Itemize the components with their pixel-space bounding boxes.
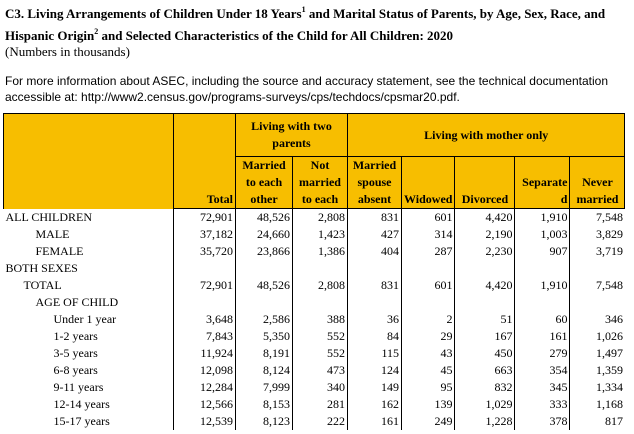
table-cell: 1,423 [293, 226, 348, 243]
table-cell: 5,350 [236, 328, 293, 345]
table-cell: 115 [348, 345, 402, 362]
table-cell [236, 260, 293, 277]
table-cell: 1,026 [570, 328, 625, 345]
table-cell: 473 [293, 362, 348, 379]
table-cell: 48,526 [236, 277, 293, 294]
table-cell: 378 [515, 413, 570, 430]
table-cell: 346 [570, 311, 625, 328]
table-cell [402, 260, 455, 277]
table-cell: 24,660 [236, 226, 293, 243]
title-text-2: and Marital Status of Parents, by Age, Sex, Race, and Hispanic Origin [5, 6, 606, 43]
table-row [4, 328, 625, 345]
group-header-two-parents: Living with two parents [236, 114, 348, 157]
row-label: 15-17 years [53, 414, 110, 428]
table-cell: 279 [515, 345, 570, 362]
row-label: 3-5 years [53, 346, 98, 360]
col-header-never-married: Never married [570, 157, 625, 209]
table-row [4, 277, 625, 294]
row-label: ALL CHILDREN [5, 209, 93, 224]
table-title [5, 3, 625, 47]
table-cell: 3,829 [570, 226, 625, 243]
table-cell: 4,420 [455, 277, 515, 294]
table-cell: 12,284 [174, 379, 236, 396]
group-header-mother-only: Living with mother only [348, 114, 625, 157]
table-cell: 161 [515, 328, 570, 345]
table-cell: 35,720 [174, 243, 236, 260]
table-cell: 2,190 [455, 226, 515, 243]
table-cell: 37,182 [174, 226, 236, 243]
table-cell [348, 260, 402, 277]
table-cell: 249 [402, 413, 455, 430]
table-cell: 36 [348, 311, 402, 328]
table-cell [174, 294, 236, 311]
table-cell: 287 [402, 243, 455, 260]
col-header-married-each-other: Married to each other [236, 157, 293, 209]
table-cell: 601 [402, 209, 455, 227]
table-cell: 1,334 [570, 379, 625, 396]
table-cell: 831 [348, 277, 402, 294]
table-cell: 2 [402, 311, 455, 328]
table-cell: 340 [293, 379, 348, 396]
table-cell: 167 [455, 328, 515, 345]
table-cell: 7,843 [174, 328, 236, 345]
table-cell: 161 [348, 413, 402, 430]
table-cell: 11,924 [174, 345, 236, 362]
table-cell: 354 [515, 362, 570, 379]
table-cell: 12,539 [174, 413, 236, 430]
row-label: 6-8 years [53, 363, 98, 377]
footnote-marker-1: 1 [301, 5, 306, 14]
table-cell [402, 294, 455, 311]
table-cell: 43 [402, 345, 455, 362]
table-cell: 162 [348, 396, 402, 413]
col-header-total: Total [174, 157, 236, 209]
table-cell [174, 260, 236, 277]
table-cell: 7,999 [236, 379, 293, 396]
table-cell: 7,548 [570, 209, 625, 227]
table-cell: 1,910 [515, 209, 570, 227]
table-cell [293, 260, 348, 277]
row-label: 9-11 years [53, 380, 104, 394]
table-cell: 552 [293, 345, 348, 362]
table-cell: 222 [293, 413, 348, 430]
table-cell [236, 294, 293, 311]
table-cell: 552 [293, 328, 348, 345]
table-cell: 388 [293, 311, 348, 328]
table-cell [570, 260, 625, 277]
data-table [3, 113, 625, 430]
table-cell: 7,548 [570, 277, 625, 294]
table-cell: 72,901 [174, 209, 236, 227]
table-cell: 2,230 [455, 243, 515, 260]
table-cell: 333 [515, 396, 570, 413]
table-cell: 95 [402, 379, 455, 396]
table-row [4, 345, 625, 362]
table-row [4, 226, 625, 243]
table-cell: 1,168 [570, 396, 625, 413]
stub-header [4, 114, 174, 209]
table-cell: 601 [402, 277, 455, 294]
table-cell: 663 [455, 362, 515, 379]
table-cell: 23,866 [236, 243, 293, 260]
table-cell: 450 [455, 345, 515, 362]
table-cell: 1,910 [515, 277, 570, 294]
table-cell: 1,029 [455, 396, 515, 413]
row-label: TOTAL [23, 278, 62, 292]
units-note: (Numbers in thousands) [5, 44, 130, 59]
table-cell: 345 [515, 379, 570, 396]
table-cell: 51 [455, 311, 515, 328]
table-cell [455, 260, 515, 277]
table-row [4, 260, 625, 277]
table-cell: 29 [402, 328, 455, 345]
table-cell: 8,124 [236, 362, 293, 379]
table-cell: 3,719 [570, 243, 625, 260]
table-cell: 427 [348, 226, 402, 243]
table-cell: 124 [348, 362, 402, 379]
info-note: For more information about ASEC, including the source and accuracy statement, see the technical documentation accessible at: http://www2.census.gov/programs-surveys/cps/techdocs/cpsmar20.pdf. [5, 74, 608, 104]
table-cell: 907 [515, 243, 570, 260]
col-header-not-married: Not married to each [293, 157, 348, 209]
total-header-top [174, 114, 236, 157]
col-header-separated: Separate d [515, 157, 570, 209]
table-cell: 12,098 [174, 362, 236, 379]
table-cell: 60 [515, 311, 570, 328]
table-cell: 281 [293, 396, 348, 413]
table-row [4, 243, 625, 260]
table-cell: 2,586 [236, 311, 293, 328]
table-cell: 3,648 [174, 311, 236, 328]
table-cell: 1,003 [515, 226, 570, 243]
table-cell: 1,386 [293, 243, 348, 260]
row-label: BOTH SEXES [5, 261, 78, 275]
table-cell: 48,526 [236, 209, 293, 227]
table-cell: 8,191 [236, 345, 293, 362]
col-header-married-spouse-absent: Married spouse absent [348, 157, 402, 209]
table-cell: 12,566 [174, 396, 236, 413]
table-cell: 72,901 [174, 277, 236, 294]
table-cell: 45 [402, 362, 455, 379]
table-cell [348, 294, 402, 311]
col-header-divorced: Divorced [455, 157, 515, 209]
table-cell: 2,808 [293, 209, 348, 227]
table-cell [570, 294, 625, 311]
table-cell: 149 [348, 379, 402, 396]
table-cell [515, 294, 570, 311]
col-header-widowed: Widowed [402, 157, 455, 209]
table-row [4, 362, 625, 379]
footnote-marker-2: 2 [94, 27, 99, 36]
table-cell: 84 [348, 328, 402, 345]
row-label: 1-2 years [53, 329, 98, 343]
table-cell: 1,497 [570, 345, 625, 362]
table-cell [293, 294, 348, 311]
table-row [4, 294, 625, 311]
table-cell: 404 [348, 243, 402, 260]
title-text-1: C3. Living Arrangements of Children Under 18 Years [5, 6, 302, 21]
row-label: Under 1 year [53, 312, 117, 326]
table-row [4, 209, 625, 227]
table-row [4, 396, 625, 413]
table-row [4, 379, 625, 396]
row-label: 12-14 years [53, 397, 110, 411]
table-cell: 1,359 [570, 362, 625, 379]
table-row [4, 413, 625, 430]
table-cell: 139 [402, 396, 455, 413]
table-cell: 8,123 [236, 413, 293, 430]
table-cell [515, 260, 570, 277]
table-cell: 8,153 [236, 396, 293, 413]
title-text-3: and Selected Characteristics of the Child for All Children: 2020 [98, 28, 454, 43]
table-cell: 4,420 [455, 209, 515, 227]
row-label: MALE [35, 227, 70, 241]
table-row [4, 311, 625, 328]
table-cell: 831 [348, 209, 402, 227]
table-cell [455, 294, 515, 311]
table-cell: 314 [402, 226, 455, 243]
table-cell: 2,808 [293, 277, 348, 294]
row-label: AGE OF CHILD [35, 295, 119, 309]
table-cell: 817 [570, 413, 625, 430]
table-cell: 1,228 [455, 413, 515, 430]
row-label: FEMALE [35, 244, 84, 258]
table-cell: 832 [455, 379, 515, 396]
